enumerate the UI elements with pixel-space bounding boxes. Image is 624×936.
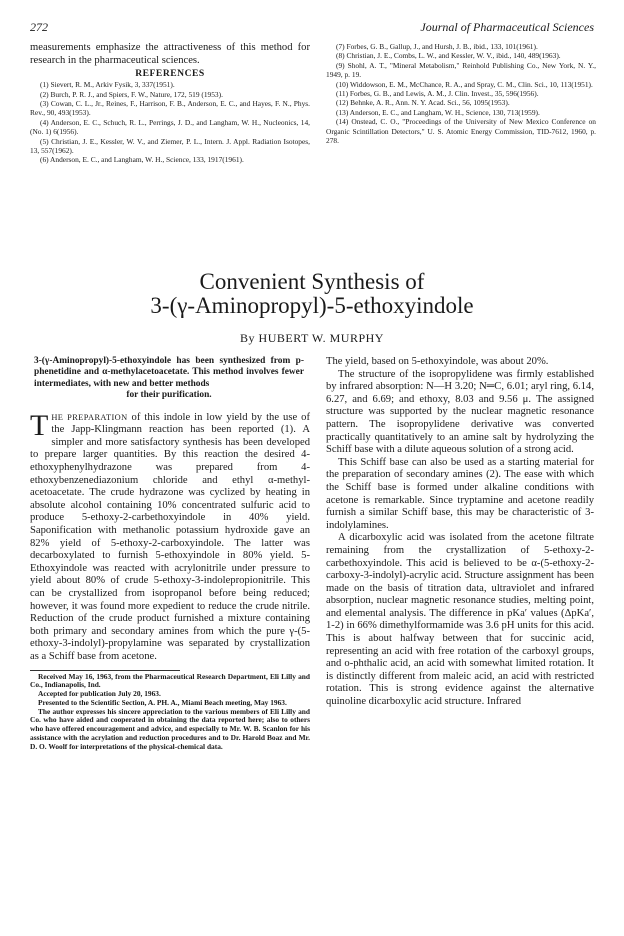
previous-article-references-left (30, 42, 310, 165)
reference-item: (4) Anderson, E. C., Schuch, R. L., Perrings, J. D., and Langham, W. H., Nucleonics, 14, (No. 1) 6(1956). (30, 117, 310, 137)
article-title-line-2: 3-(γ-Aminopropyl)-5-ethoxyindole (150, 293, 474, 318)
abstract-last-line: for their purification. (126, 390, 212, 401)
reference-item: (3) Cowan, C. L., Jr., Reines, F., Harrison, F. B., Anderson, E. C., and Hayes, F. N., Phys. Rev., 90, 493(1953). (30, 99, 310, 118)
previous-article-references-right (326, 42, 596, 145)
reference-item: (9) Shohl, A. T., "Mineral Metabolism," Reinhold Publishing Co., New York, N. Y., 1949, p. 19. (326, 60, 596, 80)
reference-item: (10) Widdowson, E. M., McChance, R. A., and Spray, C. M., Clin. Sci., 10, 113(1951). (336, 79, 593, 89)
body-paragraph: The yield, based on 5-ethoxyindole, was about 20%. (326, 356, 549, 367)
page-number: 272 (30, 20, 48, 34)
footnote-divider (30, 670, 180, 671)
footnote: Presented to the Scientific Section, A. PH. A., Miami Beach meeting, May 1963. (38, 697, 287, 707)
reference-item: (8) Christian, J. E., Combs, L. W., and Kessler, W. V., ibid., 140, 489(1963). (336, 51, 561, 61)
reference-item: (11) Forbes, G. B., and Lewis, A. M., J. Clin. Invest., 35, 596(1956). (336, 89, 539, 99)
footnote: Accepted for publication July 20, 1963. (38, 689, 161, 699)
running-header-journal: Journal of Pharmaceutical Sciences (420, 20, 594, 34)
article-title-line-1: Convenient Synthesis of (199, 269, 425, 294)
previous-article-closing-text: measurements emphasize the attractiveness of this method for research in the pharmaceutical sciences. (30, 42, 310, 66)
reference-item: (2) Burch, P. R. J., and Spiers, F. W., Nature, 172, 519 (1953). (40, 89, 223, 99)
abstract-text: 3-(γ-Aminopropyl)-5-ethoxyindole has been synthesized from p-phenetidine and α-methylacetoacetate. This method involves fewer intermediates, with new and better methods (34, 356, 304, 389)
body-paragraph: A dicarboxylic acid was isolated from the acetone filtrate remaining from the crystallization of 5-ethoxy-2-carbethoxyindole. This acid is believed to be α-(5-ethoxy-2-carboxy-3-indolyl)-acrylic acid. Structure assignment has been made on the basis of titration data, ultraviolet and infrared absorption, nuclear magnetic resonance studies, melting point, and elemental analysis. The difference in pKa′ values (ΔpKa′, 1-2) in 66% dimethylformamide was 3.6 pH units for this acid. This is about halfway between that for succinic acid, representing an acid with free rotation of the carboxyl groups, and o-phthalic acid, an acid with somewhat limited rotation. It is distinctly different from maleic acid, an acid with restricted rotation. This is strong evidence against the alternative quinoline dicarboxylic acid structure. Infrared (326, 532, 594, 708)
reference-item: (13) Anderson, E. C., and Langham, W. H., Science, 130, 713(1959). (336, 107, 540, 117)
drop-cap: T (30, 408, 49, 442)
reference-item: (12) Behnke, A. R., Ann. N. Y. Acad. Sci., 56, 1095(1953). (336, 98, 510, 108)
reference-item: (5) Christian, J. E., Kessler, W. V., and Ziemer, P. L., Intern. J. Appl. Radiation Isotopes, 13, 557(1962). (30, 136, 310, 156)
reference-item: (1) Sievert, R. M., Arkiv Fysik, 3, 337(1951). (40, 80, 175, 90)
reference-item: (7) Forbes, G. B., Gallup, J., and Hursh, J. B., ibid., 133, 101(1961). (336, 42, 538, 51)
footnote: The author expresses his sincere appreciation to the various members of Eli Lilly and Co. who have aided and cooperated in obtaining the data reported here; also to others who have offered encouragement and advice, and especially to Mr. W. B. Scanlon for his assistance with the acrylation and reduction procedures and to Dr. Harold Boaz and Mr. D. O. Woolf for interpretations of the physical-chemical data. (30, 706, 310, 751)
reference-item: (6) Anderson, E. C., and Langham, W. H., Science, 133, 1917(1961). (40, 155, 244, 165)
reference-item: (14) Onstead, C. O., "Proceedings of the University of New Mexico Conference on Organic Scintillation Detectors," U. S. Atomic Energy Commission, TID-7612, 1960, p. 278. (326, 117, 596, 146)
references-heading: REFERENCES (135, 68, 205, 80)
article-left-column (30, 356, 310, 752)
footnote: Received May 16, 1963, from the Pharmaceutical Research Department, Eli Lilly and Co., Indianapolis, Ind. (30, 671, 310, 690)
article-abstract (30, 356, 310, 402)
article-byline: By HUBERT W. MURPHY (240, 331, 384, 345)
intro-paragraph (30, 408, 311, 664)
body-paragraph: The structure of the isopropylidene was firmly established by infrared absorption: N—H 3.20; N═C, 6.01; aryl ring, 6.14, 6.27, and 6.69; and ethoxy, 8.03 and 9.56 μ. The assigned structure was supported by the nuclear magnetic resonance pattern. The isopropylidene derivative was converted practically quantitatively to an amine salt by hydrolyzing the Schiff base with a dilute aqueous solution of a strong acid. (326, 368, 594, 456)
article-right-column (326, 356, 594, 709)
intro-paragraph-text: of this indole in low yield by the use of the Japp-Klingmann reaction has been reported (1). A simpler and more satisfactory synthesis has been developed to prepare larger quantities. By this reaction the desired 4-ethoxyphenylhydrazone was prepared from 4-ethoxybenzenediazonium chloride and ethyl α-methyl-acetoacetate. The crude hydrazone was cyclized by heating in absolute alcohol containing 10% concentrated sulfuric acid to produce 5-ethoxy-2-carbethoxyindole in 40% yield. Saponification with methanolic potassium hydroxide gave an 82% yield of 5-ethoxy-2-carboxyindole. The latter was decarboxylated to furnish 5-ethoxyindole in 80% yield. 5-Ethoxyindole was reacted with acrylonitrile under pressure to yield about 80% of crude 5-ethoxy-3-indolepropionitrile. This can be crystallized from isopropanol before being reduced; however, it was found more expedient to reduce the crude nitrile. Reduction of the crude product furnished a mixture containing both primary and secondary amines from which the pure γ-(5-ethoxy-3-indolyl)-propylamine was separated by crystallization as a Schiff base from acetone. (30, 411, 311, 662)
body-paragraph: This Schiff base can also be used as a starting material for the preparation of secondary amines (2). The ease with which the Schiff base is formed under alkaline conditions with acetone is remarkable. Since tryptamine and acetone readily furnish a similar Schiff base, this may be characteristic of 3-indolylamines. (326, 456, 594, 531)
small-caps-lead: HE PREPARATION (51, 412, 128, 422)
